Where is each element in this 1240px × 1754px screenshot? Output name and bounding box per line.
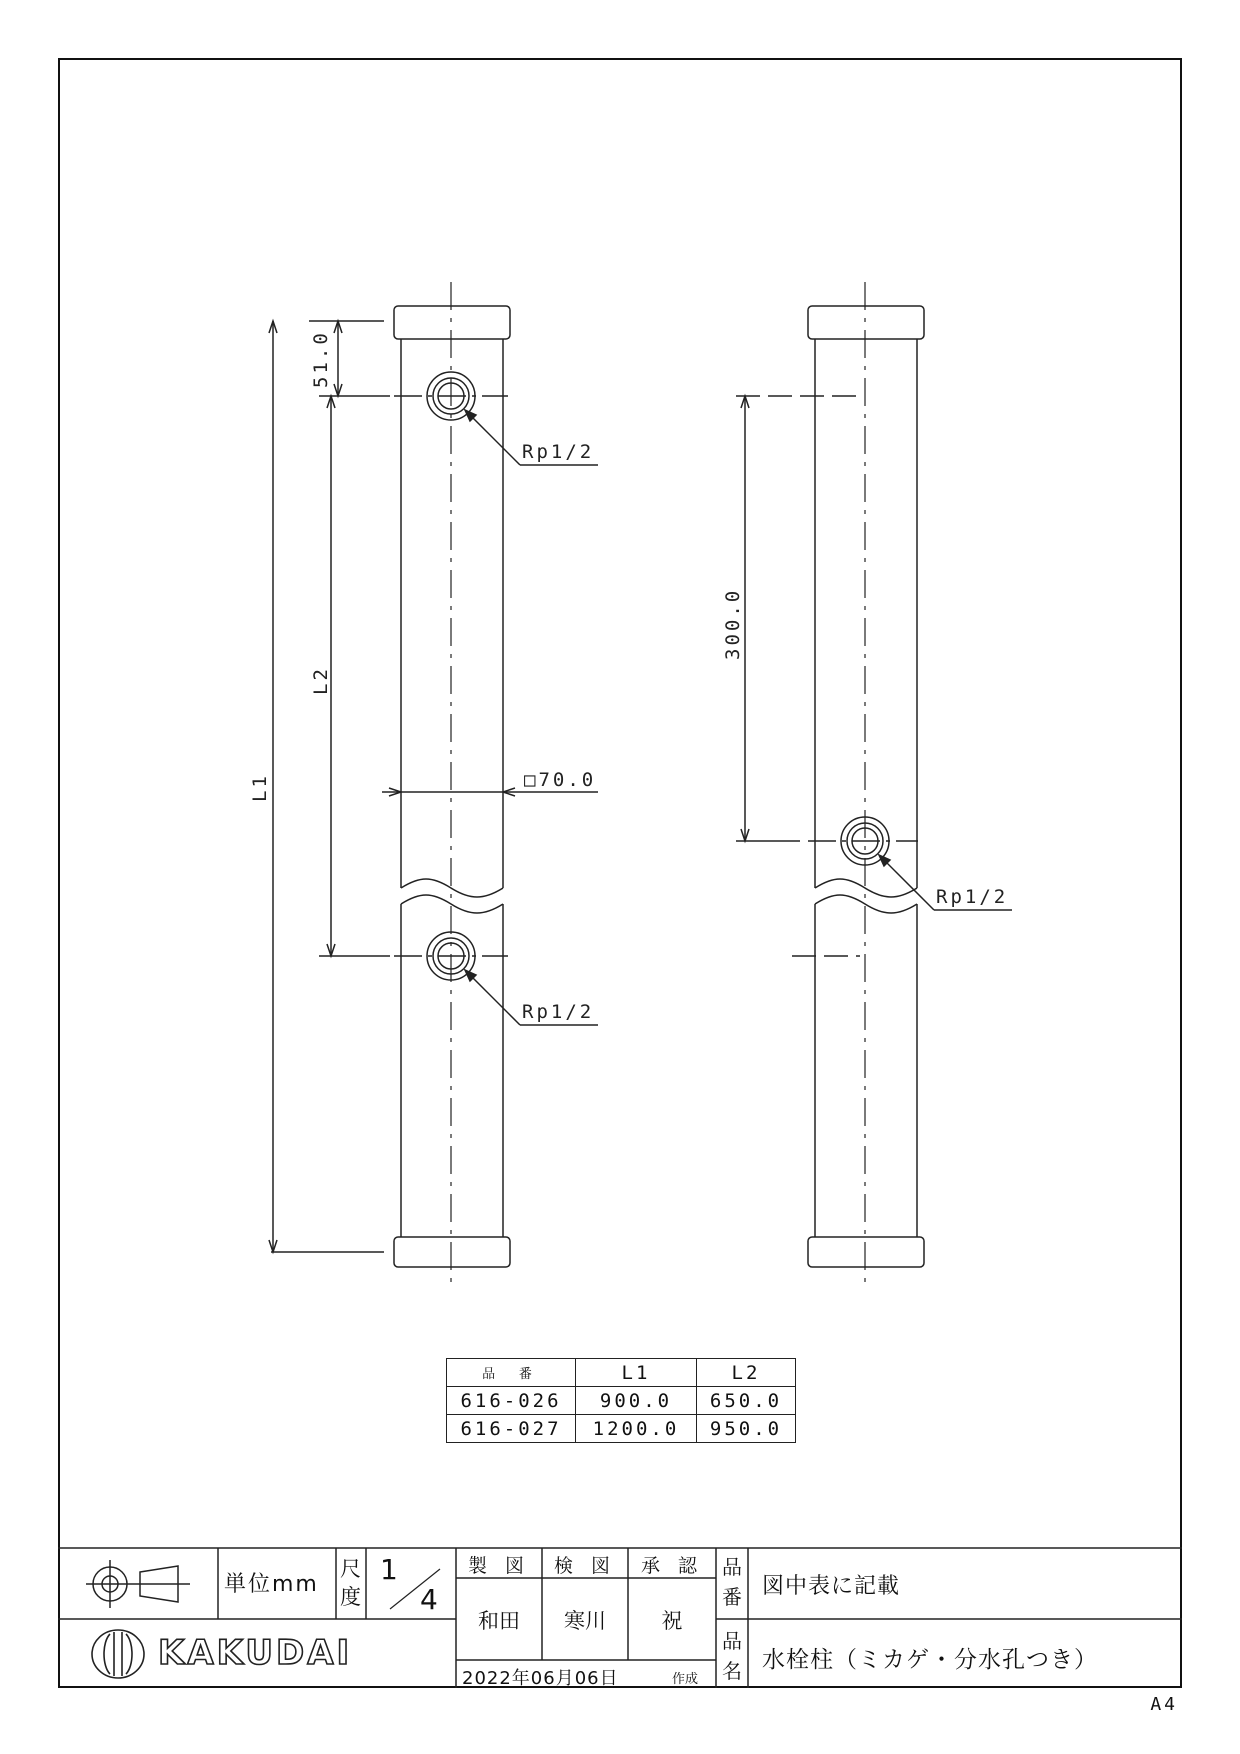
parts-table: [446, 1358, 796, 1443]
cell-l2: 950.0: [697, 1415, 796, 1443]
table-row: [447, 1387, 796, 1415]
approved-label: 承 認: [640, 1555, 704, 1577]
dim-l2: L2: [310, 666, 332, 695]
header-part-no: 品 番: [447, 1359, 576, 1387]
projection-symbol-icon: [86, 1560, 190, 1608]
bottom-cap: [808, 1237, 924, 1267]
drawn-by: 和田: [478, 1609, 520, 1633]
table-header-row: [447, 1359, 796, 1387]
drawing-date: 2022年06月06日: [462, 1668, 619, 1689]
unit-label: 単位mm: [224, 1572, 319, 1597]
side-port: [808, 817, 918, 865]
scale-denominator: 4: [420, 1583, 438, 1616]
part-no-value: 図中表に記載: [762, 1574, 901, 1599]
table-row: [447, 1415, 796, 1443]
scale-label-2: 度: [340, 1585, 361, 1609]
product-name: 水栓柱（ミカゲ・分水孔つき）: [762, 1647, 1098, 1673]
cell-l1: 1200.0: [576, 1415, 697, 1443]
top-cap: [394, 306, 510, 339]
cell-part-no: 616-027: [447, 1415, 576, 1443]
scale-numerator: 1: [380, 1553, 398, 1586]
top-cap: [808, 306, 924, 339]
title-block: [58, 1547, 1182, 1688]
dim-l1: L1: [249, 773, 271, 802]
approved-by: 祝: [661, 1609, 683, 1633]
name-label-2: 名: [722, 1659, 742, 1683]
cell-l1: 900.0: [576, 1387, 697, 1415]
header-l2: L2: [697, 1359, 796, 1387]
port-label-upper: Rp1/2: [522, 441, 595, 463]
date-suffix: 作成: [672, 1672, 699, 1687]
cell-part-no: 616-026: [447, 1387, 576, 1415]
right-post-view: [736, 282, 1012, 1290]
company-logo-text: KAKUDAI: [158, 1633, 353, 1673]
port-label-lower: Rp1/2: [522, 1001, 595, 1023]
dim-width: □70.0: [524, 769, 597, 791]
kakudai-logo-icon: [92, 1630, 144, 1678]
dim-top-offset: 51.0: [310, 330, 332, 388]
checked-by: 寒川: [564, 1609, 606, 1633]
header-l1: L1: [576, 1359, 697, 1387]
port-label-side: Rp1/2: [936, 886, 1009, 908]
dim-spacing: 300.0: [722, 587, 744, 660]
part-no-label-1: 品: [722, 1555, 742, 1579]
sheet-size: A4: [1150, 1694, 1178, 1715]
bottom-cap: [394, 1237, 510, 1267]
drawn-label: 製 図: [467, 1555, 531, 1577]
scale-label-1: 尺: [340, 1557, 361, 1581]
name-label-1: 品: [722, 1629, 742, 1653]
checked-label: 検 図: [553, 1555, 617, 1577]
cell-l2: 650.0: [697, 1387, 796, 1415]
part-no-label-2: 番: [722, 1585, 742, 1609]
